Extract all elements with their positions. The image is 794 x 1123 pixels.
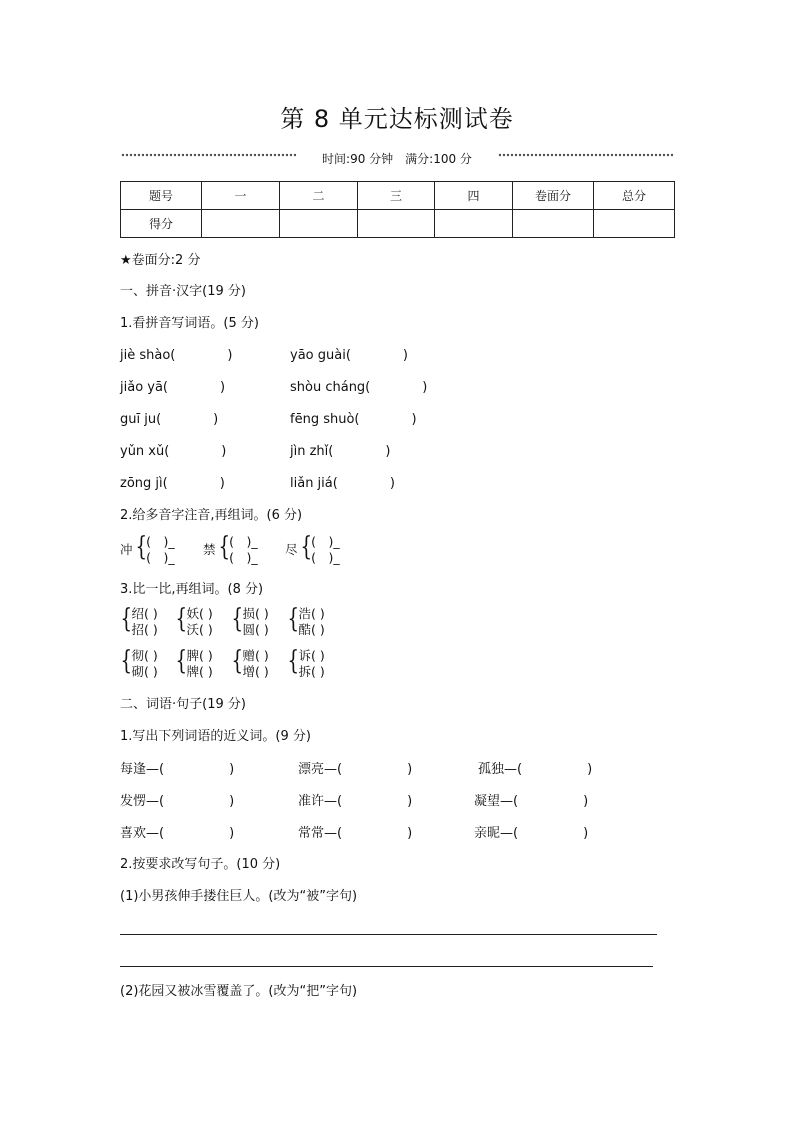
header-cell: 卷面分 [513, 182, 594, 210]
brace-icon: { [231, 646, 244, 676]
question-heading: 1.看拼音写词语。(5 分) [120, 316, 259, 331]
synonym-item[interactable]: 发愣—( ) [120, 794, 235, 809]
compare-item[interactable]: 浩( ) [298, 606, 325, 621]
compare-item[interactable]: 招( ) [131, 622, 158, 637]
sentence-prompt: (1)小男孩伸手搂住巨人。(改为“被”字句) [120, 889, 358, 904]
polyphone-char: 禁 [203, 542, 216, 557]
brace-icon: { [299, 532, 312, 562]
synonym-item[interactable]: 孤独—( ) [478, 762, 593, 777]
compare-item[interactable]: 增( ) [242, 664, 269, 679]
pinyin-item[interactable]: liǎn jiá( ) [290, 476, 395, 491]
neatness-note: ★卷面分:2 分 [120, 253, 201, 268]
brace-icon: { [287, 646, 300, 676]
score-cell[interactable] [594, 210, 675, 238]
compare-item[interactable]: 拆( ) [298, 664, 325, 679]
compare-item[interactable]: 砌( ) [131, 664, 158, 679]
pinyin-item[interactable]: zōng jì( ) [120, 476, 225, 491]
polyphone-blank[interactable]: ( )_ [311, 534, 340, 549]
pinyin-item[interactable]: jìn zhǐ( ) [290, 444, 391, 459]
compare-item[interactable]: 赠( ) [242, 648, 269, 663]
section-heading: 一、拼音·汉字(19 分) [120, 284, 246, 299]
section-heading: 二、词语·句子(19 分) [120, 697, 246, 712]
sentence-prompt: (2)花园又被冰雪覆盖了。(改为“把”字句) [120, 984, 358, 999]
brace-icon: { [231, 604, 244, 634]
brace-icon: { [175, 646, 188, 676]
page-title: 第 8 单元达标测试卷 [280, 105, 514, 133]
header-cell: 四 [435, 182, 513, 210]
polyphone-group [120, 534, 175, 566]
pinyin-item[interactable]: fēng shuò( ) [290, 412, 417, 427]
question-heading: 3.比一比,再组词。(8 分) [120, 582, 264, 597]
score-cell[interactable] [513, 210, 594, 238]
synonym-item[interactable]: 常常—( ) [298, 826, 413, 841]
compare-item[interactable]: 沃( ) [186, 622, 213, 637]
question-heading: 2.按要求改写句子。(10 分) [120, 857, 281, 872]
answer-line[interactable] [120, 934, 657, 935]
brace-icon: { [287, 604, 300, 634]
compare-item[interactable]: 诉( ) [298, 648, 325, 663]
polyphone-group [203, 534, 258, 566]
score-table [120, 181, 675, 238]
header-cell: 三 [358, 182, 435, 210]
polyphone-blank[interactable]: ( )_ [311, 550, 340, 565]
polyphone-blank[interactable]: ( )_ [146, 534, 175, 549]
polyphone-char: 冲 [120, 542, 133, 557]
question-heading: 1.写出下列词语的近义词。(9 分) [120, 729, 311, 744]
pinyin-item[interactable]: yǔn xǔ( ) [120, 444, 227, 459]
header-cell: 总分 [594, 182, 675, 210]
compare-item[interactable]: 绍( ) [131, 606, 158, 621]
question-heading: 2.给多音字注音,再组词。(6 分) [120, 508, 303, 523]
synonym-item[interactable]: 喜欢—( ) [120, 826, 235, 841]
score-cell[interactable] [358, 210, 435, 238]
compare-pair [118, 648, 158, 680]
brace-icon: { [217, 532, 230, 562]
synonym-item[interactable]: 每逢—( ) [120, 762, 235, 777]
score-row-label: 得分 [121, 210, 202, 238]
answer-line[interactable] [120, 966, 653, 967]
synonym-item[interactable]: 亲昵—( ) [474, 826, 589, 841]
compare-pair [285, 606, 325, 638]
compare-pair [285, 648, 325, 680]
compare-item[interactable]: 脾( ) [186, 648, 213, 663]
compare-item[interactable]: 妖( ) [186, 606, 213, 621]
polyphone-blank[interactable]: ( )_ [146, 550, 175, 565]
polyphone-group [285, 534, 340, 566]
compare-pair [173, 606, 213, 638]
exam-meta: 时间:90 分钟 满分:100 分 [322, 152, 472, 166]
pinyin-item[interactable]: yāo guài( ) [290, 348, 408, 363]
compare-item[interactable]: 牌( ) [186, 664, 213, 679]
brace-icon: { [120, 604, 133, 634]
compare-item[interactable]: 损( ) [242, 606, 269, 621]
header-cell: 二 [280, 182, 358, 210]
synonym-item[interactable]: 准许—( ) [298, 794, 413, 809]
header-cell: 一 [202, 182, 280, 210]
pinyin-item[interactable]: shòu cháng( ) [290, 380, 428, 395]
synonym-item[interactable]: 凝望—( ) [474, 794, 589, 809]
polyphone-char: 尽 [285, 542, 298, 557]
pinyin-item[interactable]: jiè shào( ) [120, 348, 233, 363]
polyphone-blank[interactable]: ( )_ [229, 534, 258, 549]
score-row [121, 210, 675, 238]
pinyin-item[interactable]: jiǎo yā( ) [120, 380, 226, 395]
score-cell[interactable] [435, 210, 513, 238]
brace-icon: { [134, 532, 147, 562]
score-cell[interactable] [280, 210, 358, 238]
polyphone-blank[interactable]: ( )_ [229, 550, 258, 565]
brace-icon: { [175, 604, 188, 634]
score-cell[interactable] [202, 210, 280, 238]
compare-pair [229, 648, 269, 680]
compare-pair [118, 606, 158, 638]
brace-icon: { [120, 646, 133, 676]
wavy-divider-right [497, 150, 673, 160]
compare-pair [173, 648, 213, 680]
synonym-item[interactable]: 漂亮—( ) [298, 762, 413, 777]
compare-pair [229, 606, 269, 638]
compare-item[interactable]: 彻( ) [131, 648, 158, 663]
score-header-row [121, 182, 675, 210]
header-cell: 题号 [121, 182, 202, 210]
pinyin-item[interactable]: guī ju( ) [120, 412, 219, 427]
compare-item[interactable]: 圆( ) [242, 622, 269, 637]
compare-item[interactable]: 酷( ) [298, 622, 325, 637]
